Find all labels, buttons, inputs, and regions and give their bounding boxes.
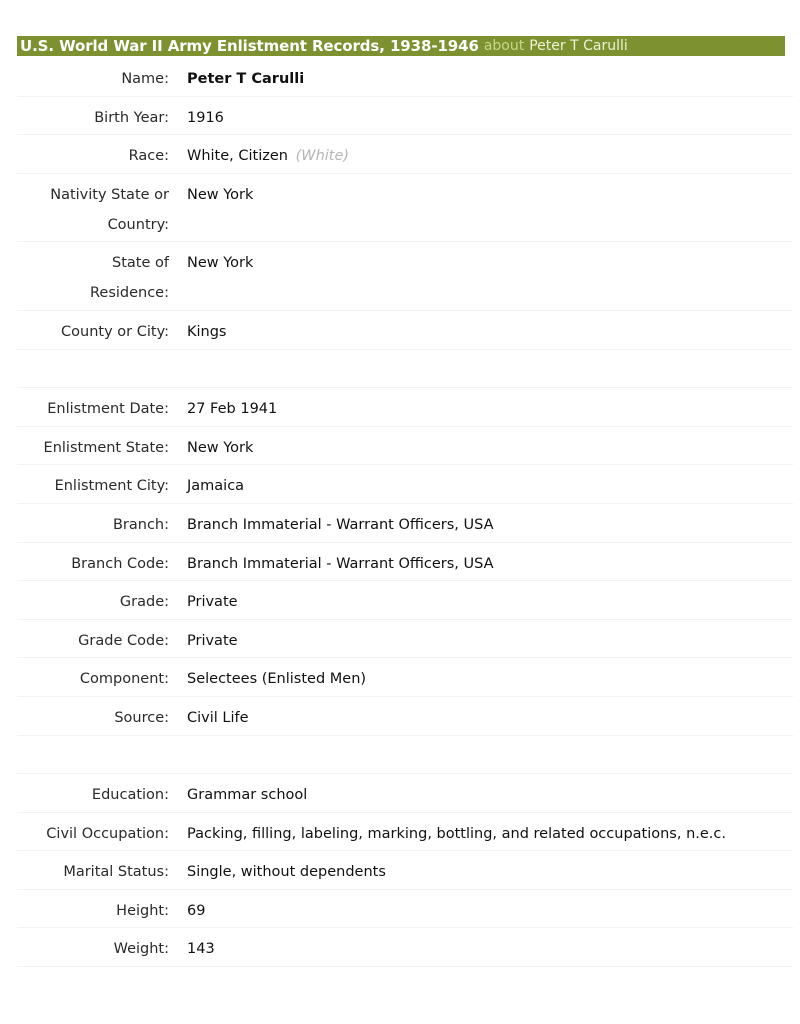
row-residence [17, 242, 793, 311]
record-header [17, 36, 785, 56]
enlistment-state-value: New York [187, 439, 254, 456]
grade-code-label: Grade Code: [78, 632, 169, 649]
civil-occupation-label: Civil Occupation: [46, 825, 169, 842]
row-education [17, 774, 793, 813]
row-branch-code [17, 543, 793, 582]
row-weight [17, 928, 793, 967]
race-value-container [187, 135, 349, 171]
branch-code-value: Branch Immaterial - Warrant Officers, USA [187, 555, 494, 572]
weight-label: Weight: [113, 941, 169, 958]
enlistment-state-label: Enlistment State: [43, 439, 169, 456]
residence-label-line2: Residence: [89, 285, 169, 302]
residence-label-line1: State of [112, 255, 169, 272]
education-label: Education: [91, 787, 169, 804]
marital-status-label: Marital Status: [63, 864, 169, 881]
header-subject-name: Peter T Carulli [529, 38, 628, 54]
row-height [17, 890, 793, 929]
height-label: Height: [116, 902, 169, 919]
race-label: Race: [128, 148, 169, 165]
nativity-label [17, 174, 169, 240]
row-source [17, 697, 793, 736]
enlistment-city-value: Jamaica [187, 478, 245, 495]
branch-value: Branch Immaterial - Warrant Officers, USA [187, 516, 494, 533]
birth-year-value: 1916 [187, 109, 224, 126]
branch-code-label: Branch Code: [71, 555, 169, 572]
row-race [17, 135, 793, 174]
row-grade [17, 581, 793, 620]
marital-status-value: Single, without dependents [187, 864, 386, 881]
name-value: Peter T Carulli [187, 71, 305, 87]
row-branch [17, 504, 793, 543]
birth-year-label: Birth Year: [94, 109, 169, 126]
branch-label: Branch: [112, 516, 169, 533]
weight-value: 143 [187, 941, 215, 958]
name-label: Name: [121, 71, 169, 87]
grade-code-value: Private [187, 632, 238, 649]
row-grade-code [17, 620, 793, 659]
nativity-label-line1: Nativity State or [50, 186, 169, 203]
enlistment-date-value: 27 Feb 1941 [187, 401, 278, 418]
nativity-label-line2: Country: [107, 216, 169, 233]
nativity-value: New York [187, 186, 254, 203]
row-enlistment-state [17, 427, 793, 466]
grade-label: Grade: [119, 594, 169, 611]
row-component [17, 658, 793, 697]
row-name [17, 58, 793, 97]
component-value: Selectees (Enlisted Men) [187, 671, 367, 688]
section-spacer [17, 736, 793, 775]
county-value: Kings [187, 323, 227, 340]
enlistment-city-label: Enlistment City: [54, 478, 169, 495]
row-county [17, 311, 793, 350]
grade-value: Private [187, 594, 238, 611]
county-label: County or City: [61, 323, 169, 340]
height-value: 69 [187, 902, 206, 919]
row-enlistment-city [17, 465, 793, 504]
race-note: (White) [295, 148, 350, 165]
row-nativity [17, 174, 793, 243]
education-value: Grammar school [187, 787, 308, 804]
header-about-text: about [483, 38, 525, 54]
source-label: Source: [114, 709, 169, 726]
record-collection-title: U.S. World War II Army Enlistment Records, 1938-1946 [20, 37, 479, 55]
row-enlistment-date [17, 388, 793, 427]
record-table [17, 58, 793, 967]
source-value: Civil Life [187, 709, 249, 726]
enlistment-date-label: Enlistment Date: [47, 401, 169, 418]
race-value: White, Citizen [187, 148, 288, 165]
row-birth-year [17, 97, 793, 136]
row-civil-occupation [17, 813, 793, 852]
section-spacer [17, 350, 793, 389]
civil-occupation-value: Packing, filling, labeling, marking, bottling, and related occupations, n.e.c. [187, 825, 726, 842]
row-marital-status [17, 851, 793, 890]
residence-value: New York [187, 255, 254, 272]
residence-label [17, 242, 169, 308]
component-label: Component: [79, 671, 169, 688]
